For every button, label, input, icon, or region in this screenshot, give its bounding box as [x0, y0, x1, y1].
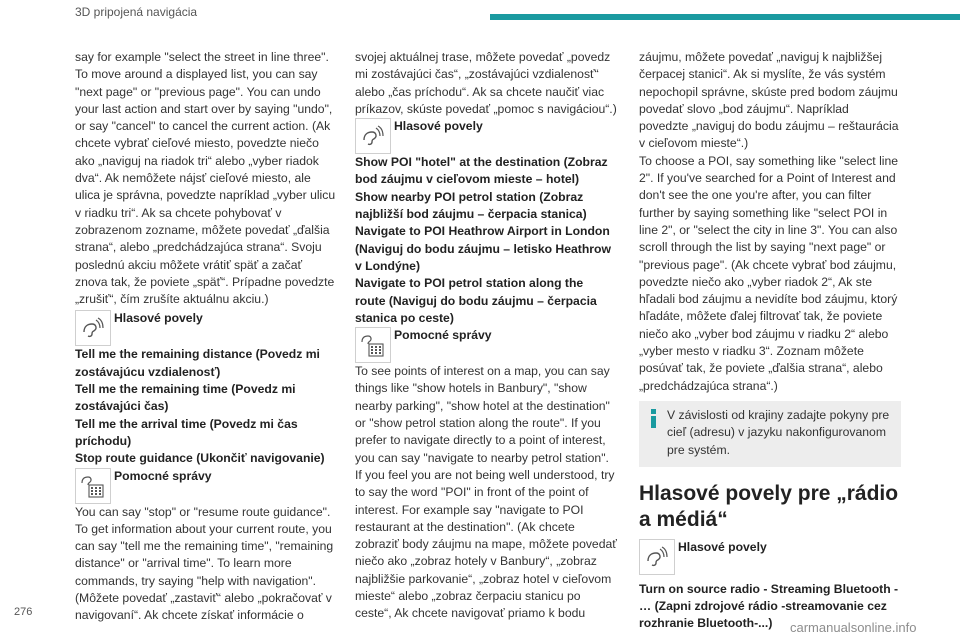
info-note	[639, 401, 901, 467]
voice-command-icon	[639, 539, 675, 575]
command-show-nearby-petrol: Show nearby POI petrol station (Zobraz najbližší bod záujmu – čerpacia stanica)	[355, 189, 587, 222]
col3-paragraph-1: záujmu, môžete povedať „naviguj k najbližšej čerpacej stanici“. Ak si myslíte, že vás systém nepochopil správne, skúste pred bodom záujmu povedať slovo „bod záujmu“. Napríklad povedzte „naviguj do bodu záujmu – reštaurácia v cieľovom mieste“.)	[639, 50, 899, 151]
command-remaining-time: Tell me the remaining time (Povedz mi zostávajúci čas)	[75, 382, 296, 414]
watermark: carmanualsonline.info	[790, 620, 917, 635]
info-note-text: V závislosti od krajiny zadajte pokyny pre cieľ (adresu) v jazyku nakonfigurovanom pre systém.	[667, 407, 890, 457]
voice-commands-label: Hlasové povely	[114, 311, 203, 326]
info-icon	[645, 407, 661, 459]
column-2	[355, 49, 617, 623]
help-messages-label: Pomocné správy	[394, 328, 492, 343]
col2-paragraph-1: svojej aktuálnej trase, môžete povedať „povedz mi zostávajúci čas“, „zostávajúci vzdialenosť“ alebo „čas príchodu“. Ak sa chcete naučiť viac príkazov, skúste povedať „pomoc s navigáciou“.)	[355, 50, 617, 116]
command-stop-guidance: Stop route guidance (Ukončiť navigovanie)	[75, 451, 325, 466]
help-messages-heading	[75, 468, 337, 504]
voice-commands-heading	[355, 118, 617, 154]
col1-paragraph-2: You can say "stop" or "resume route guidance". To get information about your current route, you can say "tell me the remaining time", "remaining distance" or "arrival time". To learn more commands, try saying "help with navigation". (Môžete povedať „zastaviť“ alebo „pokračovať v navigovaní“. Ak chcete získať informácie o	[75, 504, 334, 623]
section-title-radio-media: Hlasové povely pre „rádio a médiá“	[639, 481, 899, 531]
command-turn-on-radio: Turn on source radio - Streaming Bluetooth - … (Zapni zdrojové rádio -streamovanie cez rozhranie Bluetooth-...)	[639, 581, 899, 631]
command-show-poi-hotel: Show POI "hotel" at the destination (Zobraz bod záujmu v cieľovom mieste – hotel)	[355, 155, 608, 187]
voice-commands-heading	[639, 539, 901, 575]
running-header-title: 3D pripojená navigácia	[75, 5, 198, 19]
command-arrival-time: Tell me the arrival time (Povedz mi čas príchodu)	[75, 416, 298, 448]
col2-paragraph-2: To see points of interest on a map, you can say things like "show hotels in Banbury", "show nearby parking", "show hotel at the destination" or "show petrol station along the route". If you prefer to navigate directly to a point of interest, you can say "navigate to nearby petrol station". If you feel you are not being well understood, try to say the word "POI" in front of the point of interest. For example say "navigate to POI restaurant at the destination". (Ak chcete zobraziť body záujmu na mape, môžete povedať niečo ako „zobraz hotely v Banbury“, „zobraz najbližšie parkovanie“, „zobraz hotel v cieľovom mieste“ alebo „zobraz čerpaciu stanicu po ceste“, Ak chcete navigovať priamo k bodu	[355, 364, 617, 621]
col3-paragraph-2: To choose a POI, say something like "select line 2". If you've searched for a Point of Interest and don't see the one you're after, you can filter further by saying something like "select POI in line 2", or "select the city in line 3". You can also scroll through the list by saying "next page" or "previous page". (Ak chcete vybrať bod záujmu, povedzte niečo ako „vyber riadok 2“, Ak ste hľadali bod záujmu a nevidíte bod záujmu, ktorý hľadáte, môžete ďalej filtrovať tak, že poviete niečo ako „vyber bod záujmu v riadku 2“ alebo „vyber mesto v riadku 3“. Zoznam môžete posúvať tak, že poviete „ďalšia strana“, alebo „predchádzajúca strana“.)	[639, 153, 899, 393]
header-accent-bar	[490, 14, 960, 20]
voice-commands-heading	[75, 310, 337, 346]
voice-command-icon	[355, 118, 391, 154]
voice-commands-label: Hlasové povely	[394, 119, 483, 134]
command-navigate-petrol-route: Navigate to POI petrol station along the route (Naviguj do bodu záujmu – čerpacia stanica po ceste)	[355, 276, 597, 325]
help-keypad-icon	[355, 327, 391, 363]
column-1	[75, 49, 337, 625]
page-number: 276	[14, 606, 33, 618]
column-3	[639, 49, 901, 633]
command-navigate-heathrow: Navigate to POI Heathrow Airport in London (Naviguj do bodu záujmu – letisko Heathrow v Londýne)	[355, 224, 611, 273]
command-remaining-distance: Tell me the remaining distance (Povedz mi zostávajúcu vzdialenosť)	[75, 347, 320, 379]
col1-paragraph-1: say for example "select the street in line three". To move around a displayed list, you can say "next page" or "previous page". You can undo your last action and start over by saying "undo", or say "cancel" to cancel the current action. (Ak chcete vybrať cieľové miesto, povedzte niečo ako „naviguj na riadok tri“ alebo „vyber riadok dva“. Ak nemôžete nájsť cieľové miesto, ale ulica je správna, povedzte napríklad „vyber ulicu v riadku tri“. Ak sa chcete pohybovať v zobrazenom zozname, môžete povedať „ďalšia strana“, alebo „predchádzajúca strana“. Svoju poslednú akciu môžete vrátiť späť a začať znova tak, že poviete „späť“. Prípadne povedzte „zrušiť“, čím zrušíte aktuálnu akciu.)	[75, 50, 336, 307]
voice-command-icon	[75, 310, 111, 346]
help-messages-label: Pomocné správy	[114, 468, 212, 483]
help-keypad-icon	[75, 468, 111, 504]
help-messages-heading	[355, 327, 617, 363]
voice-commands-label: Hlasové povely	[678, 539, 767, 554]
